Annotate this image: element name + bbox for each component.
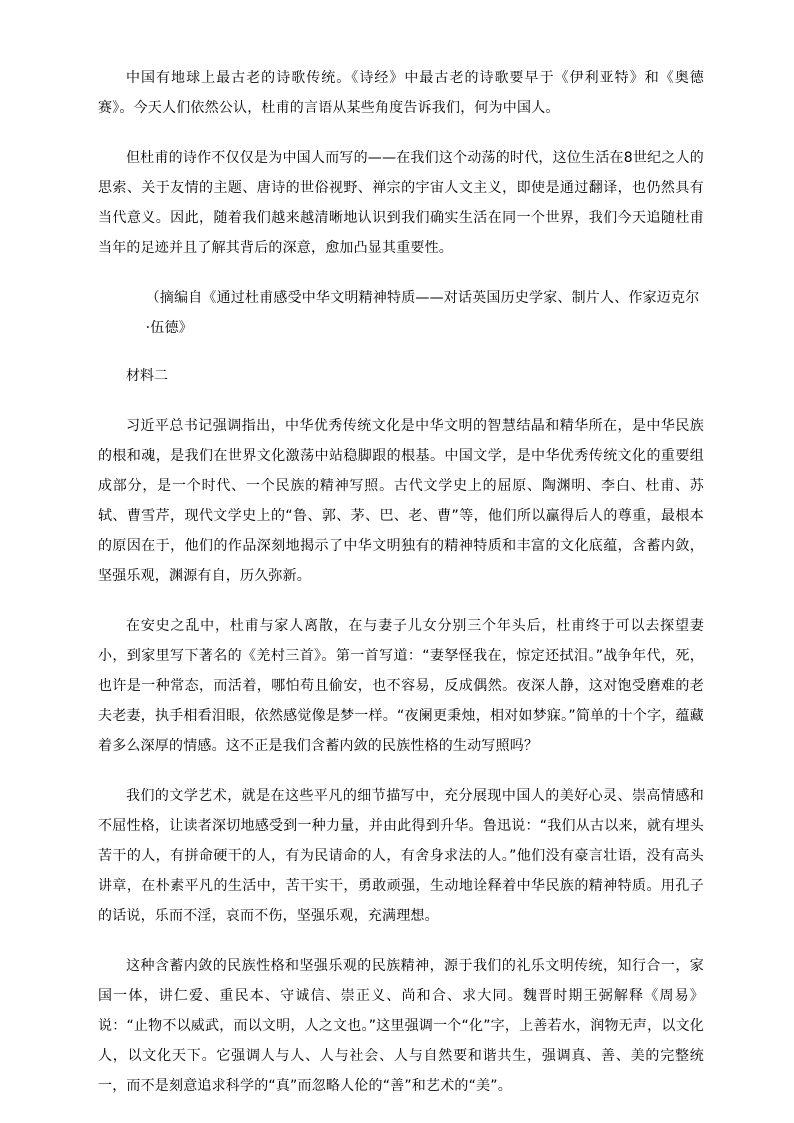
- paragraph-ritual-civilization: 这种含蓄内敛的民族性格和坚强乐观的民族精神，源于我们的礼乐文明传统，知行合一，家国一体，讲仁爱、重民本、守诚信、崇正义、尚和合、求大同。魏晋时期王弼解释《周易》说：“止物不以威武，而以文明，人之文也。”这里强调一个“化”字，上善若水，润物无声，以文化人，以文化天下。它强调人与人、人与社会、人与自然要和谐共生，强调真、善、美的完整统一，而不是刻意追求科学的“真”而忽略人伦的“善”和艺术的“美”。: [98, 958, 704, 1094]
- source-citation: （摘编自《通过杜甫感受中华文明精神特质——对话英国历史学家、制片人、作家迈克尔·伍德》: [145, 290, 700, 336]
- paragraph-traditional-culture: 习近平总书记强调指出，中华优秀传统文化是中华文明的智慧结晶和精华所在，是中华民族的根和魂，是我们在世界文化激荡中站稳脚跟的根基。中国文学，是中华优秀传统文化的重要组成部分，是一个时代、一个民族的精神写照。古代文学史上的屈原、陶渊明、李白、杜甫、苏轼、曹雪芹，现代文学史上的“鲁、郭、茅、巴、老、曹”等，他们所以赢得后人的尊重，最根本的原因在于，他们的作品深刻地揭示了中华文明独有的精神特质和丰富的文化底蕴，含蓄内敛，坚强乐观，渊源有自，历久弥新。: [98, 418, 704, 584]
- section-heading-material-two: 材料二: [126, 368, 168, 384]
- paragraph-literature-art: 我们的文学艺术，就是在这些平凡的细节描写中，充分展现中国人的美好心灵、崇高情感和不屈性格，让读者深切地感受到一种力量，并由此得到升华。鲁迅说：“我们从古以来，就有埋头苦干的人，有拼命硬干的人，有为民请命的人，有舍身求法的人。”他们没有豪言壮语，没有高头讲章，在朴素平凡的生活中，苦干实干，勇敢顽强，生动地诠释着中华民族的精神特质。用孔子的话说，乐而不淫，哀而不伤，坚强乐观，充满理想。: [98, 788, 704, 924]
- paragraph-du-fu-relevance: 但杜甫的诗作不仅仅是为中国人而写的——在我们这个动荡的时代，这位生活在8世纪之人的思索、关于友情的主题、唐诗的世俗视野、禅宗的宇宙人文主义，即使是通过翻译，也仍然具有当代意义。因此，随着我们越来越清晰地认识到我们确实生活在同一个世界，我们今天追随杜甫当年的足迹并且了解其背后的深意，愈加凸显其重要性。: [98, 150, 704, 256]
- paragraph-oldest-poetry: 中国有地球上最古老的诗歌传统。《诗经》中最古老的诗歌要早于《伊利亚特》和《奥德赛》。今天人们依然公认，杜甫的言语从某些角度告诉我们，何为中国人。: [98, 70, 704, 116]
- paragraph-qiang-village: 在安史之乱中，杜甫与家人离散，在与妻子儿女分别三个年头后，杜甫终于可以去探望妻小，到家里写下著名的《羌村三首》。第一首写道：“妻孥怪我在，惊定还拭泪。”战争年代，死，也许是一种常态，而活着，哪怕苟且偷安，也不容易，反成偶然。夜深人静，这对饱受磨难的老夫老妻，执手相看泪眼，依然感觉像是梦一样。“夜阑更秉烛，相对如梦寐。”简单的十个字，蕴藏着多么深厚的情感。这不正是我们含蓄内敛的民族性格的生动写照吗？: [98, 618, 704, 754]
